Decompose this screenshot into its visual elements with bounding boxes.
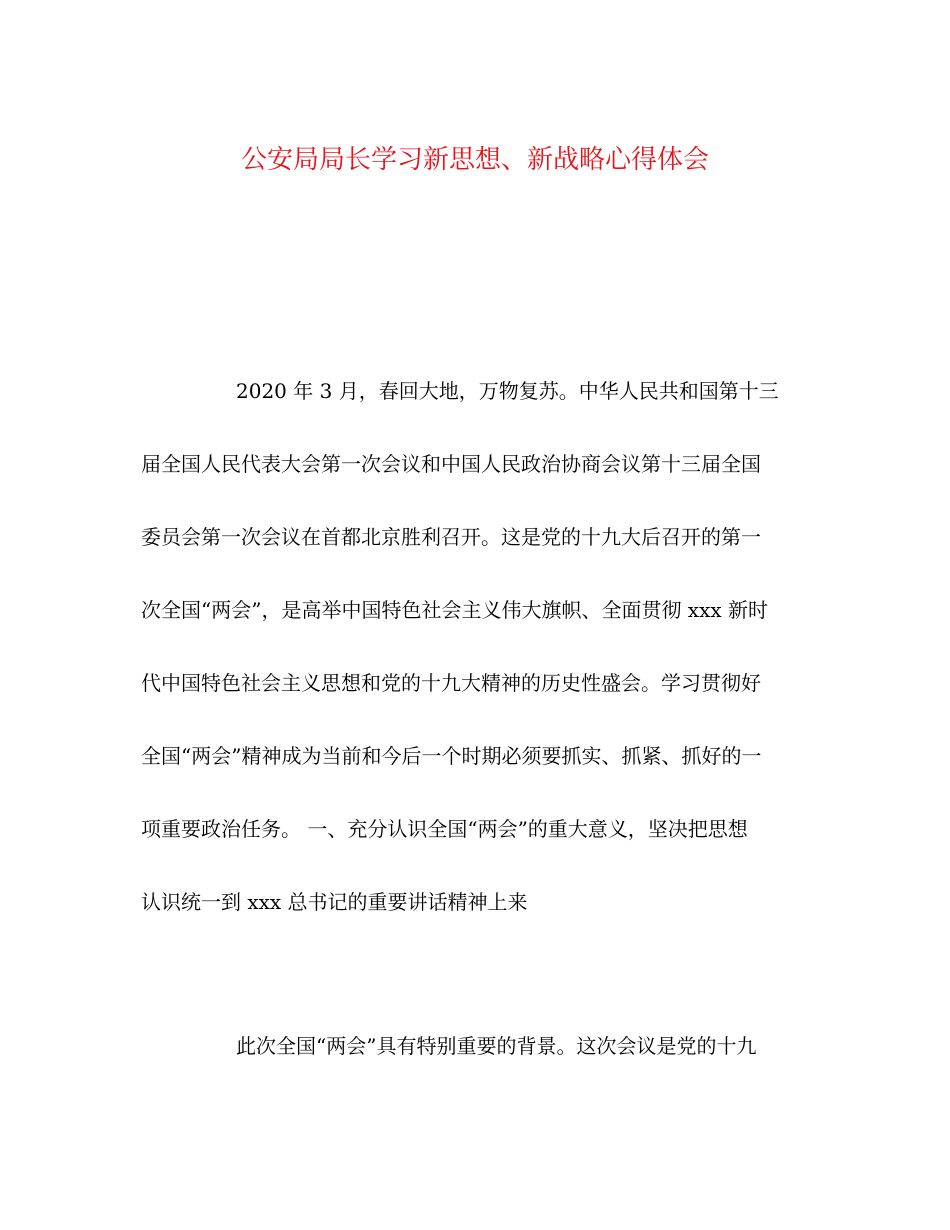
paragraph-1-line-2: 届全国人民代表大会第一次会议和中国人民政治协商会议第十三届全国 xyxy=(141,452,761,476)
paragraph-2-line-1: 此次全国“两会”具有特别重要的背景。这次会议是党的十九 xyxy=(236,1034,757,1058)
paragraph-1-line-7: 项重要政治任务。 一、充分认识全国“两会”的重大意义，坚决把思想 xyxy=(141,817,748,841)
paragraph-1-line-4: 次全国“两会”，是高举中国特色社会主义伟大旗帜、全面贯彻 xxx 新时 xyxy=(141,598,769,622)
paragraph-1-line-3: 委员会第一次会议在首都北京胜利召开。这是党的十九大后召开的第一 xyxy=(141,525,761,549)
paragraph-1-line-6: 全国“两会”精神成为当前和今后一个时期必须要抓实、抓紧、抓好的一 xyxy=(141,744,762,768)
paragraph-1-line-1: 2020 年 3 月，春回大地，万物复苏。中华人民共和国第十三 xyxy=(236,379,779,403)
paragraph-1-line-5: 代中国特色社会主义思想和党的十九大精神的历史性盛会。学习贯彻好 xyxy=(141,671,761,695)
paragraph-1-line-8: 认识统一到 xxx 总书记的重要讲话精神上来 xyxy=(141,890,528,914)
document-title: 公安局局长学习新思想、新战略心得体会 xyxy=(240,145,709,175)
